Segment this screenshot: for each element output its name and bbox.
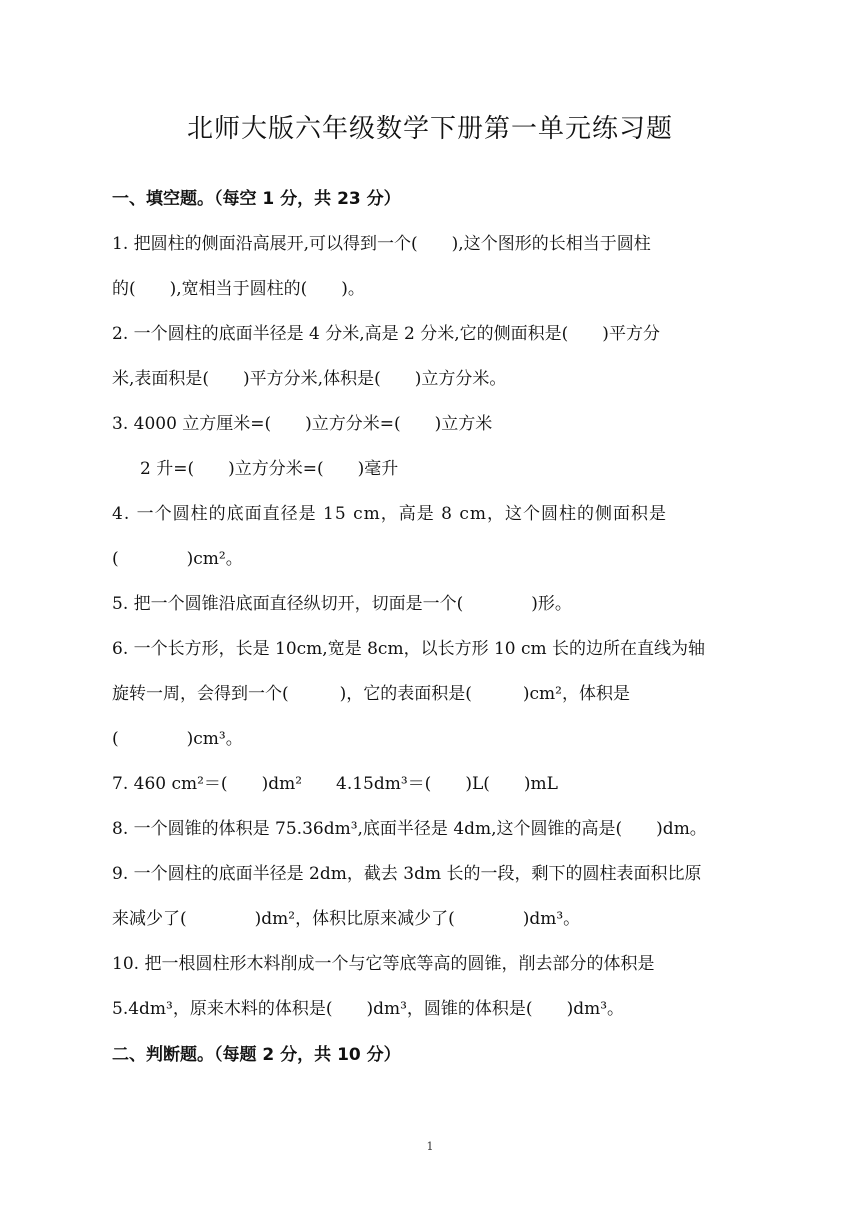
question-line: 5.4dm³，原来木料的体积是( )dm³，圆锥的体积是( )dm³。 — [112, 999, 625, 1019]
question-line: ( )cm²。 — [112, 549, 243, 569]
question-line: 7. 460 cm²＝( )dm² 4.15dm³＝( )L( )mL — [112, 774, 558, 794]
section-heading-fill-in: 一、填空题。（每空 1 分，共 23 分） — [112, 189, 401, 209]
page-number: 1 — [426, 1140, 434, 1153]
question-line: 2 升=( )立方分米=( )毫升 — [140, 459, 399, 479]
question-line: ( )cm³。 — [112, 729, 243, 749]
question-line: 10. 把一根圆柱形木料削成一个与它等底等高的圆锥，削去部分的体积是 — [112, 954, 655, 974]
page-title: 北师大版六年级数学下册第一单元练习题 — [186, 114, 673, 144]
worksheet-content — [112, 176, 788, 1078]
question-line: 旋转一周，会得到一个( )，它的表面积是( )cm²，体积是 — [112, 684, 630, 704]
question-line: 的( ),宽相当于圆柱的( )。 — [112, 279, 365, 299]
question-line: 4. 一个圆柱的底面直径是 15 cm，高是 8 cm，这个圆柱的侧面积是 — [112, 504, 667, 524]
question-line: 1. 把圆柱的侧面沿高展开,可以得到一个( ),这个图形的长相当于圆柱 — [112, 234, 651, 254]
question-line: 8. 一个圆锥的体积是 75.36dm³,底面半径是 4dm,这个圆锥的高是( )dm。 — [112, 819, 707, 839]
question-line: 9. 一个圆柱的底面半径是 2dm，截去 3dm 长的一段，剩下的圆柱表面积比原 — [112, 864, 702, 884]
question-line: 2. 一个圆柱的底面半径是 4 分米,高是 2 分米,它的侧面积是( )平方分 — [112, 324, 660, 344]
question-line: 3. 4000 立方厘米=( )立方分米=( )立方米 — [112, 414, 493, 434]
section-heading-true-false: 二、判断题。（每题 2 分，共 10 分） — [112, 1045, 401, 1065]
question-line: 来减少了( )dm²，体积比原来减少了( )dm³。 — [112, 909, 581, 929]
question-line: 6. 一个长方形，长是 10cm,宽是 8cm，以长方形 10 cm 长的边所在直线为轴 — [112, 639, 706, 659]
question-line: 米,表面积是( )平方分米,体积是( )立方分米。 — [112, 369, 507, 389]
question-line: 5. 把一个圆锥沿底面直径纵切开，切面是一个( )形。 — [112, 594, 572, 614]
